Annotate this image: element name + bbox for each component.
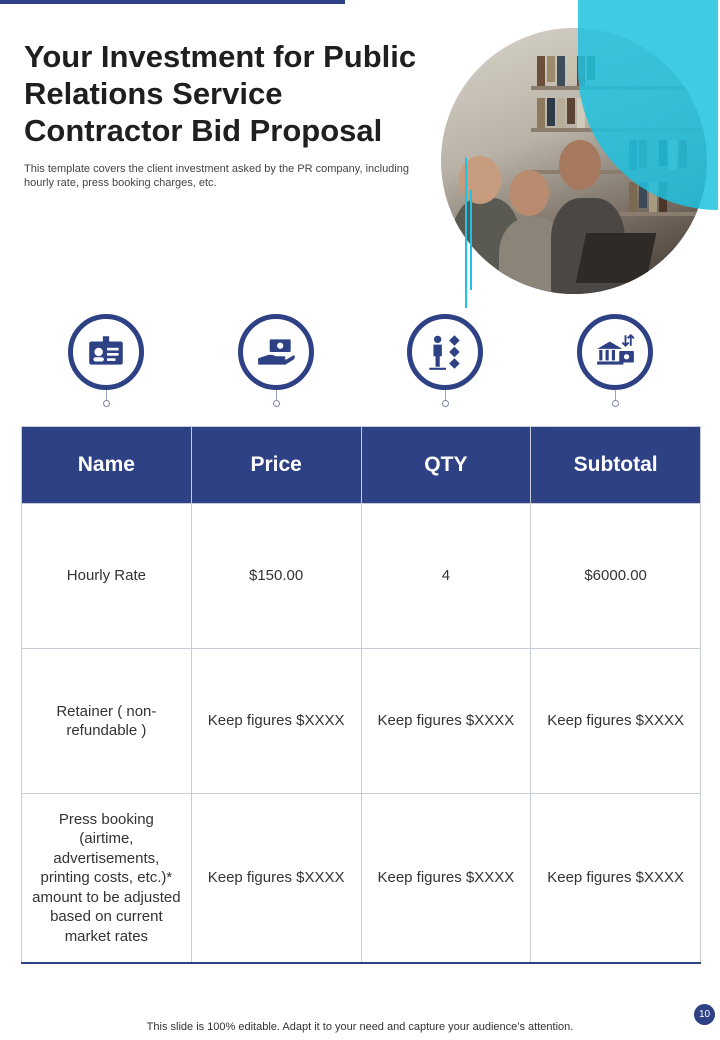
cell-subtotal: Keep figures $XXXX [531,794,701,964]
cell-price: $150.00 [191,504,361,649]
decorative-line [470,190,472,290]
money-hand-icon [238,314,314,390]
header-price: Price [191,427,361,504]
table-header-row [22,427,701,504]
footer-note: This slide is 100% editable. Adapt it to your need and capture your audience’s attention. [146,1021,574,1033]
header-subtotal: Subtotal [531,427,701,504]
cell-name: Press booking (airtime, advertisements, printing costs, etc.)* amount to be adjusted based on current market rates [22,794,192,964]
cell-price: Keep figures $XXXX [191,794,361,964]
investment-table [21,426,701,964]
cell-name: Retainer ( non-refundable ) [22,649,192,794]
icon-bank-transfer-group [577,314,653,394]
table-row [22,649,701,794]
decorative-line [465,158,467,308]
cell-qty: Keep figures $XXXX [361,649,531,794]
cell-subtotal: $6000.00 [531,504,701,649]
top-accent-bar [0,0,345,4]
table-row [22,504,701,649]
person-steps-icon [407,314,483,390]
id-card-icon [68,314,144,390]
table-row [22,794,701,964]
cell-subtotal: Keep figures $XXXX [531,649,701,794]
header-name: Name [22,427,192,504]
header-qty: QTY [361,427,531,504]
cell-qty: 4 [361,504,531,649]
cell-name: Hourly Rate [22,504,192,649]
icon-id-card-group [68,314,144,394]
cell-price: Keep figures $XXXX [191,649,361,794]
bank-transfer-icon [577,314,653,390]
icon-money-hand-group [238,314,314,394]
page-subtitle: This template covers the client investment asked by the PR company, including hourly rate, press booking charges, etc. [24,163,409,189]
cell-qty: Keep figures $XXXX [361,794,531,964]
icon-person-steps-group [407,314,483,394]
page-title: Your Investment for Public Relations Service Contractor Bid Proposal [24,39,417,148]
page-number-badge: 10 [694,1004,715,1025]
